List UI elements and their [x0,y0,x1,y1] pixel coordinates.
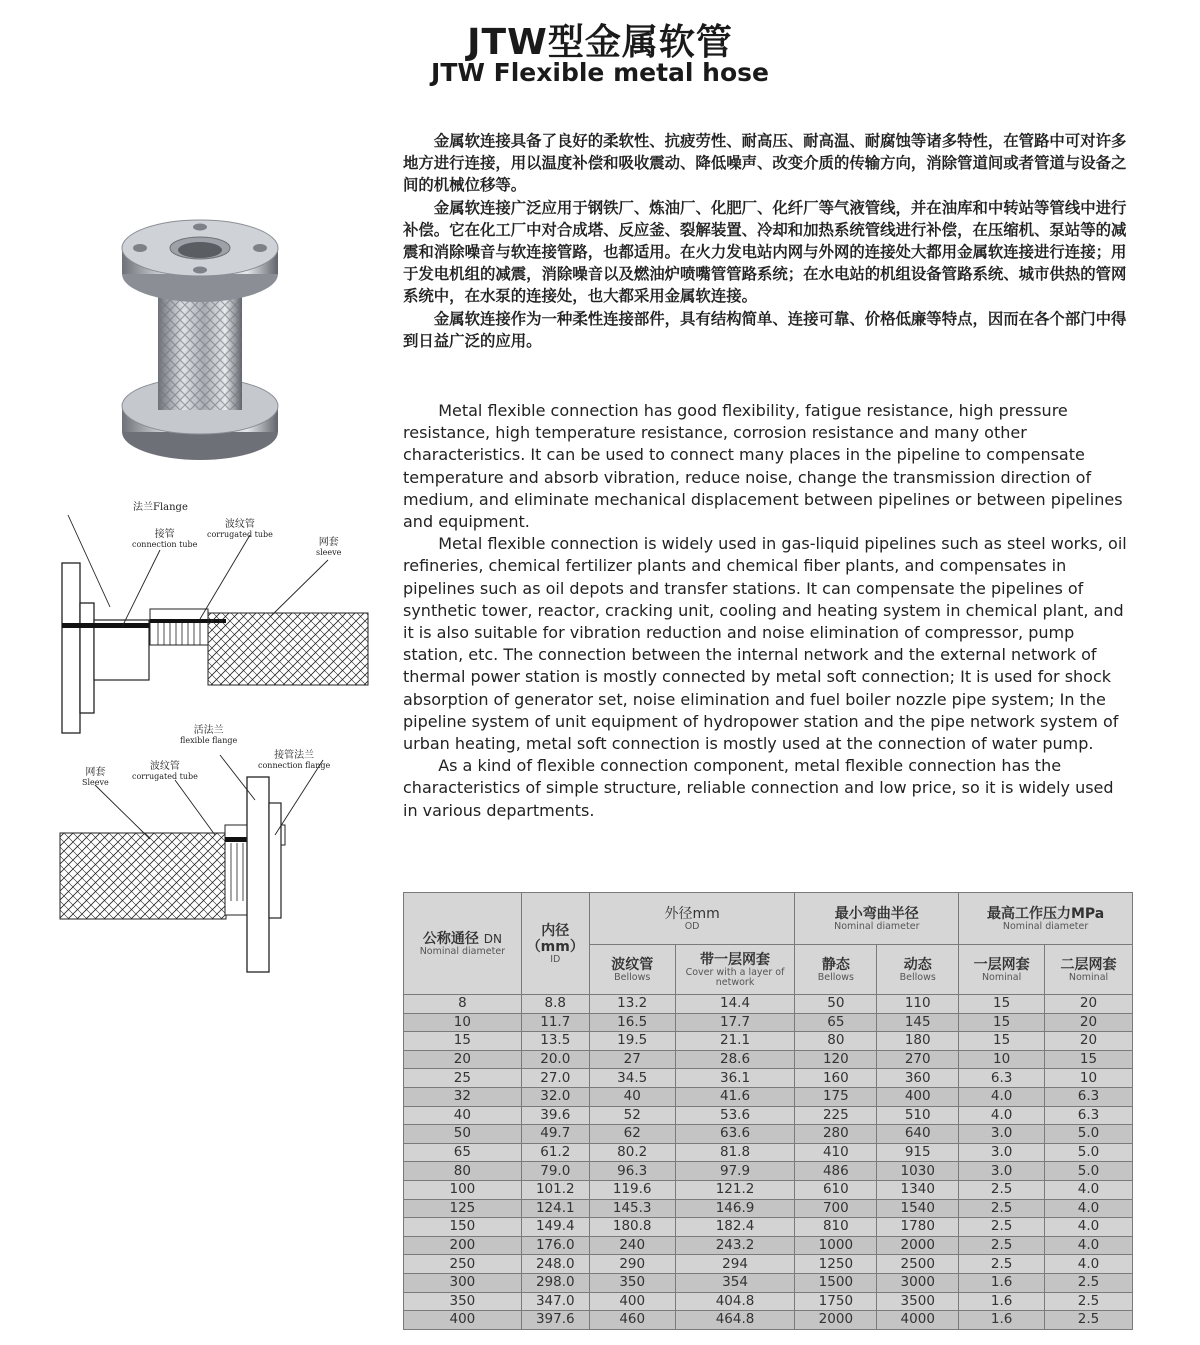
table-cell: 8.8 [521,995,589,1014]
table-cell: 280 [795,1125,877,1144]
spec-table [403,892,1133,1330]
table-cell: 160 [795,1069,877,1088]
table-row [404,1180,1133,1199]
table-cell: 248.0 [521,1255,589,1274]
table-cell: 8 [404,995,522,1014]
table-cell: 13.5 [521,1032,589,1051]
table-cell: 80.2 [589,1143,675,1162]
table-row [404,1292,1133,1311]
table-cell: 1.6 [959,1311,1045,1330]
table-cell: 20 [1045,1013,1133,1032]
table-cell: 810 [795,1218,877,1237]
label-connection-flange: 接管法兰 connection flange [258,750,331,770]
table-cell: 640 [877,1125,959,1144]
table-cell: 81.8 [675,1143,795,1162]
table-cell: 124.1 [521,1199,589,1218]
table-cell: 360 [877,1069,959,1088]
table-cell: 298.0 [521,1273,589,1292]
table-cell: 10 [1045,1069,1133,1088]
table-cell: 3000 [877,1273,959,1292]
table-row [404,1199,1133,1218]
table-row [404,1311,1133,1330]
table-row [404,1013,1133,1032]
table-cell: 14.4 [675,995,795,1014]
table-cell: 41.6 [675,1087,795,1106]
table-cell: 146.9 [675,1199,795,1218]
table-cell: 240 [589,1236,675,1255]
table-row [404,1218,1133,1237]
table-cell: 2.5 [1045,1292,1133,1311]
table-cell: 1780 [877,1218,959,1237]
table-cell: 1030 [877,1162,959,1181]
table-cell: 21.1 [675,1032,795,1051]
table-cell: 61.2 [521,1143,589,1162]
table-cell: 2.5 [1045,1273,1133,1292]
table-cell: 25 [404,1069,522,1088]
table-cell: 4.0 [1045,1218,1133,1237]
table-cell: 119.6 [589,1180,675,1199]
table-cell: 50 [404,1125,522,1144]
table-cell: 400 [877,1087,959,1106]
label-flange: 法兰Flange [133,502,188,513]
table-cell: 270 [877,1050,959,1069]
table-cell: 52 [589,1106,675,1125]
table-cell: 460 [589,1311,675,1330]
table-cell: 2000 [877,1236,959,1255]
table-cell: 2000 [795,1311,877,1330]
table-cell: 915 [877,1143,959,1162]
table-cell: 150 [404,1218,522,1237]
header-cover: 带一层网套 Cover with a layer of network [675,945,795,995]
table-cell: 65 [795,1013,877,1032]
header-dynamic: 动态 Bellows [877,945,959,995]
header-one-layer: 一层网套 Nominal [959,945,1045,995]
table-cell: 180 [877,1032,959,1051]
header-dn: 公称通径 DN Nominal diameter [404,893,522,995]
table-cell: 20 [1045,995,1133,1014]
label-sleeve-2: 网套 Sleeve [82,767,109,787]
intro-cn-paragraph: 金属软连接广泛应用于钢铁厂、炼油厂、化肥厂、化纤厂等气液管线，并在油库和中转站等管线中进行补偿。它在化工厂中对合成塔、反应釜、裂解装置、冷却和加热系统管线进行补偿，在压缩机、泵站等的减震和消除噪音与软连接管路，也都适用。在火力发电站内网与外网的连接处大都用金属软连接进行连接；用于发电机组的减震，消除噪音以及燃油炉喷嘴管管路系统；在水电站的机组设备管路系统、城市供热的管网系统中，在水泵的连接处，也大都采用金属软连接。 [403,198,1127,306]
table-cell: 6.3 [1045,1087,1133,1106]
label-corrugated-tube-2: 波纹管 corrugated tube [132,761,198,781]
table-cell: 125 [404,1199,522,1218]
intro-en-paragraph: Metal flexible connection is widely used in gas-liquid pipelines such as steel works, oil refineries, chemical fertilizer plants and chemical fiber plants, and compensates in pipelines such as oil depots and transfer stations. It can compensate the pipelines of synthetic tower, reactor, cracking unit, cooling and heating system in chemical plant, and it is also suitable for vibration reduction and noise elimination of compressor, pump station, etc. The connection between the internal network and the external network of thermal power station is mostly connected by metal soft connection; It is used for shock absorption of generator set, noise elimination and fuel boiler nozzle pipe system; In the pipeline system of unit equipment of hydropower station and the pipe network system of urban heating, metal soft connection is mostly used at the connection of water pump. [403,534,1127,754]
table-cell: 27 [589,1050,675,1069]
table-cell: 250 [404,1255,522,1274]
table-cell: 225 [795,1106,877,1125]
table-cell: 4.0 [959,1087,1045,1106]
table-cell: 5.0 [1045,1125,1133,1144]
table-cell: 97.9 [675,1162,795,1181]
table-cell: 10 [404,1013,522,1032]
table-row [404,1106,1133,1125]
intro-chinese [403,130,1128,352]
table-row [404,1162,1133,1181]
table-cell: 2.5 [959,1180,1045,1199]
table-cell: 17.7 [675,1013,795,1032]
table-cell: 3.0 [959,1143,1045,1162]
header-two-layer: 二层网套 Nominal [1045,945,1133,995]
table-row [404,1069,1133,1088]
table-cell: 1250 [795,1255,877,1274]
table-cell: 1.6 [959,1292,1045,1311]
table-cell: 397.6 [521,1311,589,1330]
table-cell: 110 [877,995,959,1014]
table-cell: 350 [589,1273,675,1292]
table-cell: 101.2 [521,1180,589,1199]
table-cell: 96.3 [589,1162,675,1181]
table-cell: 1750 [795,1292,877,1311]
table-cell: 404.8 [675,1292,795,1311]
table-cell: 28.6 [675,1050,795,1069]
table-cell: 49.7 [521,1125,589,1144]
table-row [404,1255,1133,1274]
table-cell: 20 [404,1050,522,1069]
table-cell: 1000 [795,1236,877,1255]
table-cell: 464.8 [675,1311,795,1330]
table-cell: 120 [795,1050,877,1069]
table-cell: 294 [675,1255,795,1274]
table-cell: 27.0 [521,1069,589,1088]
table-cell: 350 [404,1292,522,1311]
intro-english [403,400,1128,822]
table-cell: 5.0 [1045,1162,1133,1181]
table-cell: 354 [675,1273,795,1292]
header-od: 外径mm OD [589,893,795,945]
table-cell: 2.5 [959,1218,1045,1237]
table-cell: 40 [589,1087,675,1106]
table-cell: 6.3 [1045,1106,1133,1125]
header-id: 内径 （mm） ID [521,893,589,995]
table-cell: 40 [404,1106,522,1125]
table-cell: 50 [795,995,877,1014]
intro-cn-paragraph: 金属软连接具备了良好的柔软性、抗疲劳性、耐高压、耐高温、耐腐蚀等诸多特性，在管路中可对许多地方进行连接，用以温度补偿和吸收震动、降低噪声、改变介质的传输方向，消除管道间或者管道与设备之间的机械位移等。 [403,132,1127,195]
intro-cn-paragraph: 金属软连接作为一种柔性连接部件，具有结构简单、连接可靠、价格低廉等特点，因而在各个部门中得到日益广泛的应用。 [403,309,1127,350]
table-cell: 20 [1045,1032,1133,1051]
table-cell: 4.0 [1045,1255,1133,1274]
table-cell: 410 [795,1143,877,1162]
table-cell: 176.0 [521,1236,589,1255]
table-cell: 62 [589,1125,675,1144]
table-cell: 4.0 [959,1106,1045,1125]
table-cell: 486 [795,1162,877,1181]
table-cell: 39.6 [521,1106,589,1125]
table-cell: 180.8 [589,1218,675,1237]
table-cell: 182.4 [675,1218,795,1237]
table-cell: 700 [795,1199,877,1218]
table-cell: 610 [795,1180,877,1199]
table-cell: 3.0 [959,1162,1045,1181]
table-cell: 121.2 [675,1180,795,1199]
table-cell: 2500 [877,1255,959,1274]
table-cell: 80 [795,1032,877,1051]
table-row [404,1273,1133,1292]
table-cell: 16.5 [589,1013,675,1032]
table-cell: 15 [959,1032,1045,1051]
spec-table-body [404,995,1133,1330]
table-cell: 6.3 [959,1069,1045,1088]
table-cell: 145.3 [589,1199,675,1218]
table-cell: 4000 [877,1311,959,1330]
table-cell: 175 [795,1087,877,1106]
header-static: 静态 Bellows [795,945,877,995]
table-cell: 1340 [877,1180,959,1199]
table-cell: 3.0 [959,1125,1045,1144]
table-cell: 2.5 [959,1255,1045,1274]
header-bend-radius: 最小弯曲半径 Nominal diameter [795,893,959,945]
table-cell: 34.5 [589,1069,675,1088]
table-cell: 65 [404,1143,522,1162]
table-cell: 80 [404,1162,522,1181]
table-cell: 510 [877,1106,959,1125]
page-title: JTW型金属软管 [467,22,733,63]
table-cell: 4.0 [1045,1180,1133,1199]
table-cell: 3500 [877,1292,959,1311]
table-cell: 32 [404,1087,522,1106]
table-cell: 20.0 [521,1050,589,1069]
header-bellows: 波纹管 Bellows [589,945,675,995]
table-row [404,1087,1133,1106]
table-cell: 53.6 [675,1106,795,1125]
table-cell: 11.7 [521,1013,589,1032]
table-cell: 15 [959,995,1045,1014]
table-cell: 1540 [877,1199,959,1218]
page-subtitle: JTW Flexible metal hose [431,58,769,87]
label-corrugated-tube: 波纹管 corrugated tube [207,519,273,539]
table-row [404,1236,1133,1255]
table-cell: 400 [404,1311,522,1330]
table-row [404,1125,1133,1144]
table-cell: 19.5 [589,1032,675,1051]
table-row [404,1050,1133,1069]
table-cell: 36.1 [675,1069,795,1088]
table-cell: 5.0 [1045,1143,1133,1162]
intro-en-paragraph: Metal flexible connection has good flexibility, fatigue resistance, high pressure resistance, high temperature resistance, corrosion resistance and many other characteristics. It can be used to connect many places in the pipeline to compensate temperature and absorb vibration, reduce noise, change the transmission direction of medium, and eliminate mechanical displacement between pipelines or between pipelines and equipment. [403,401,1123,532]
table-cell: 347.0 [521,1292,589,1311]
table-cell: 1500 [795,1273,877,1292]
table-cell: 243.2 [675,1236,795,1255]
table-cell: 200 [404,1236,522,1255]
table-cell: 32.0 [521,1087,589,1106]
table-cell: 400 [589,1292,675,1311]
table-cell: 10 [959,1050,1045,1069]
table-cell: 4.0 [1045,1236,1133,1255]
table-cell: 1.6 [959,1273,1045,1292]
table-cell: 290 [589,1255,675,1274]
intro-en-paragraph: As a kind of flexible connection component, metal flexible connection has the characteristics of simple structure, reliable connection and low price, so it is widely used in various departments. [403,756,1114,820]
label-flexible-flange: 活法兰 flexible flange [180,725,238,745]
product-image [110,200,290,465]
table-cell: 13.2 [589,995,675,1014]
table-cell: 63.6 [675,1125,795,1144]
label-connection-tube: 接管 connection tube [132,529,198,549]
table-cell: 2.5 [959,1199,1045,1218]
table-row [404,1032,1133,1051]
table-cell: 2.5 [1045,1311,1133,1330]
table-cell: 145 [877,1013,959,1032]
table-row [404,995,1133,1014]
table-cell: 2.5 [959,1236,1045,1255]
table-row [404,1143,1133,1162]
label-sleeve: 网套 sleeve [316,537,342,557]
table-cell: 15 [1045,1050,1133,1069]
table-cell: 4.0 [1045,1199,1133,1218]
header-pressure: 最高工作压力MPa Nominal diameter [959,893,1133,945]
table-cell: 100 [404,1180,522,1199]
table-cell: 149.4 [521,1218,589,1237]
table-cell: 15 [404,1032,522,1051]
table-cell: 300 [404,1273,522,1292]
table-cell: 15 [959,1013,1045,1032]
table-cell: 79.0 [521,1162,589,1181]
